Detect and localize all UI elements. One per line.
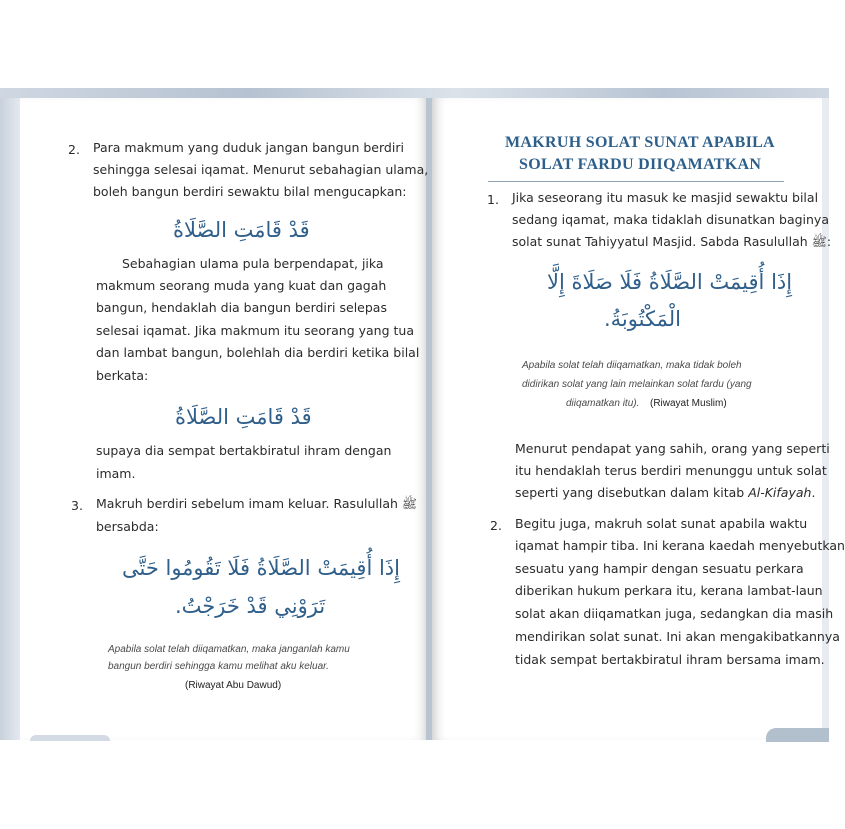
page-number-tab: [766, 728, 829, 742]
body-line: dan lambat bangun, bolehlah dia berdiri ketika bilal: [96, 345, 420, 360]
arabic-text: قَدْ قَامَتِ الصَّلَاةُ: [173, 218, 310, 242]
arabic-text: إِذَا أُقِيمَتْ الصَّلَاةُ فَلَا تَقُومُوا حَتَّى: [122, 556, 400, 580]
body-line: Begitu juga, makruh solat sunat apabila waktu: [515, 516, 808, 531]
page-footer-tab: [30, 735, 110, 741]
body-line: Jika seseorang itu masuk ke masjid sewaktu bilal: [512, 190, 819, 205]
body-line: sedang iqamat, maka tidaklah disunatkan baginya: [512, 212, 829, 227]
hadith-source: (Riwayat Abu Dawud): [185, 680, 282, 691]
body-line: Sebahagian ulama pula berpendapat, jika: [122, 256, 384, 271]
body-line: supaya dia sempat bertakbiratul ihram dengan: [96, 443, 392, 458]
body-line: bersabda:: [96, 519, 159, 534]
body-line: itu hendaklah terus berdiri menunggu untuk solat: [515, 463, 827, 478]
body-line: imam.: [96, 466, 136, 481]
body-line: iqamat hampir tiba. Ini kerana kaedah menyebutkan: [515, 538, 845, 553]
arabic-text: إِذَا أُقِيمَتْ الصَّلَاةُ فَلَا صَلَاةَ إِلَّا: [547, 270, 793, 294]
body-line: boleh bangun berdiri sewaktu bilal mengucapkan:: [93, 184, 407, 199]
translation-line: diiqamatkan itu).: [566, 398, 640, 409]
translation-line: didirikan solat yang lain melainkan solat fardu (yang: [522, 379, 752, 390]
item-number: 3.: [71, 498, 83, 513]
arabic-text: قَدْ قَامَتِ الصَّلَاةُ: [175, 405, 312, 429]
body-line: berkata:: [96, 368, 149, 383]
body-line: solat akan diiqamatkan juga, sedangkan dia masih: [515, 606, 834, 621]
translation-line: Apabila solat telah diiqamatkan, maka janganlah kamu: [108, 644, 350, 655]
body-line-with-citation: [515, 487, 815, 500]
body-line: selesai iqamat. Jika makmum itu seorang yang tua: [96, 323, 414, 338]
body-line: Para makmum yang duduk jangan bangun berdiri: [93, 140, 404, 155]
body-line: tidak sempat bertakbiratul ihram bersama imam.: [515, 652, 825, 667]
body-line: Menurut pendapat yang sahih, orang yang seperti: [515, 441, 830, 456]
book-title: Al-Kifayah: [748, 485, 812, 500]
body-line: makmum seorang muda yang kuat dan gagah: [96, 278, 387, 293]
body-line: mendirikan solat sunat. Ini akan mengakibatkannya: [515, 629, 840, 644]
body-text: seperti yang disebutkan dalam kitab: [515, 485, 749, 500]
item-number: 2.: [490, 518, 502, 533]
translation-line: bangun berdiri sehingga kamu melihat aku keluar.: [108, 661, 329, 672]
body-line: Makruh berdiri sebelum imam keluar. Rasulullah ﷺ: [96, 496, 417, 511]
arabic-text: تَرَوْنِي قَدْ خَرَجْتُ.: [175, 594, 326, 618]
item-number: 2.: [68, 142, 80, 157]
chapter-heading: MAKRUH SOLAT SUNAT APABILA: [505, 134, 775, 151]
body-line: sehingga selesai iqamat. Menurut sebahagian ulama,: [93, 162, 429, 177]
page-edges-left: [0, 98, 20, 740]
body-line: diberikan hukum perkara itu, kerana lambat-laun: [515, 583, 823, 598]
body-line: bangun, hendaklah dia bangun berdiri selepas: [96, 300, 387, 315]
body-text: .: [811, 485, 816, 500]
chapter-heading: SOLAT FARDU DIIQAMATKAN: [519, 156, 762, 173]
arabic-text: الْمَكْتُوبَةُ.: [604, 307, 681, 331]
body-line: sesuatu yang hampir dengan sesuatu perkara: [515, 561, 804, 576]
translation-line: Apabila solat telah diiqamatkan, maka tidak boleh: [522, 360, 742, 371]
item-number: 1.: [487, 192, 499, 207]
hadith-source: (Riwayat Muslim): [650, 398, 727, 409]
heading-divider: [488, 181, 784, 182]
body-line: solat sunat Tahiyyatul Masjid. Sabda Rasulullah ﷺ:: [512, 234, 832, 249]
